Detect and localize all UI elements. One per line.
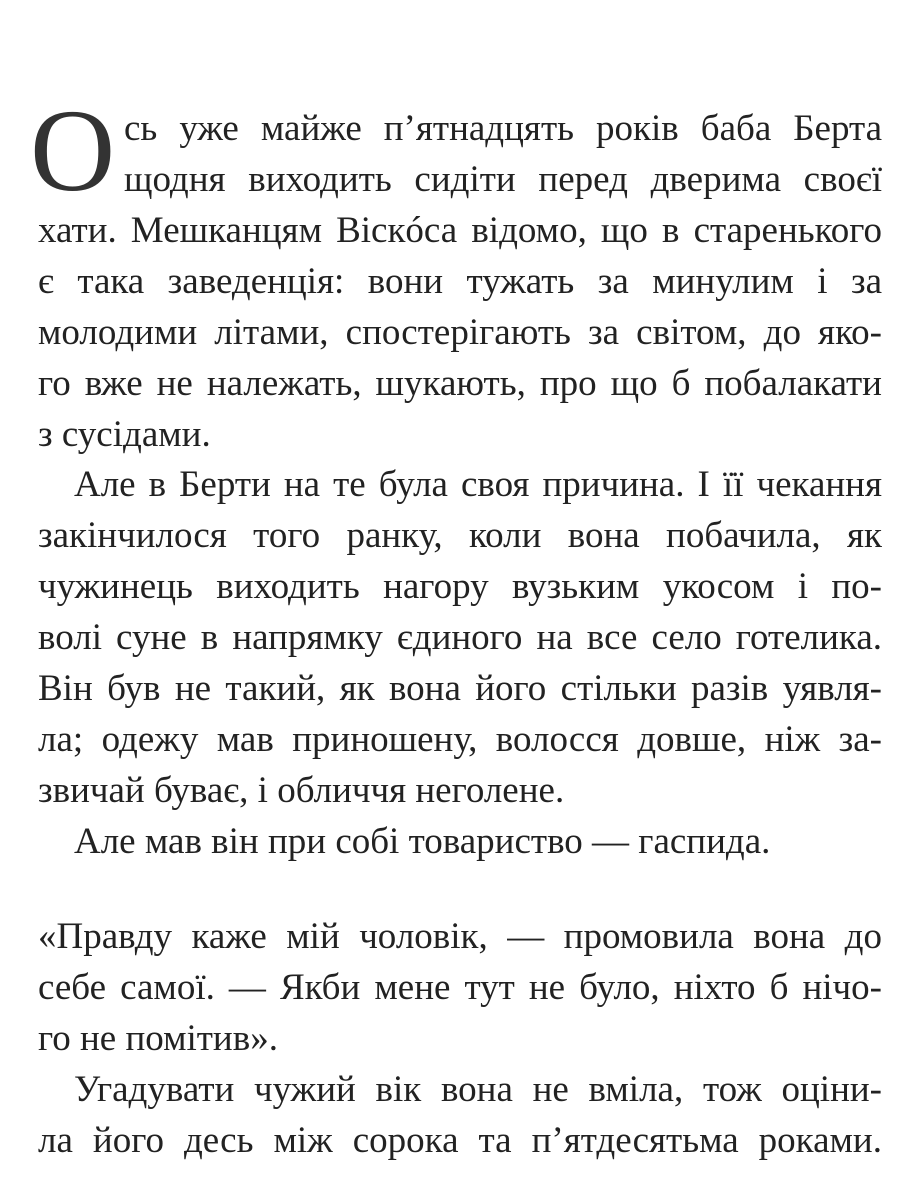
text-line-1: сь уже майже п’ятнадцять років баба Берта bbox=[124, 108, 882, 149]
text-line-3: хати. Мешканцям Віскóса відомо, що в старенького bbox=[38, 210, 882, 251]
text-line-20: ла його десь між сорока та п’ятдесятьма роками. bbox=[38, 1120, 882, 1161]
text-line-9: закінчилося того ранку, коли вона побачила, як bbox=[38, 515, 882, 556]
text-line-18: го не помітив». bbox=[38, 1018, 278, 1059]
text-line-4: є така заведенція: вони тужать за минулим і за bbox=[38, 261, 882, 302]
text-line-16: «Правду каже мій чоловік, — промовила вона до bbox=[38, 916, 882, 957]
text-line-10: чужинець виходить нагору вузьким укосом і по- bbox=[38, 566, 882, 607]
text-line-17: себе самої. — Якби мене тут не було, ніхто б нічо- bbox=[38, 967, 882, 1008]
drop-cap: О bbox=[30, 85, 116, 216]
text-line-6: го вже не належать, шукають, про що б побалакати bbox=[38, 363, 882, 404]
text-line-15: Але мав він при собі товариство — гаспида. bbox=[74, 821, 771, 862]
text-line-13: ла; одежу мав приношену, волосся довше, ніж за- bbox=[38, 719, 882, 760]
text-line-11: волі суне в напрямку єдиного на все село готелика. bbox=[38, 617, 882, 658]
text-line-8: Але в Берти на те була своя причина. І її чекання bbox=[74, 464, 882, 505]
text-line-5: молодими літами, спостерігають за світом, до яко- bbox=[38, 312, 882, 353]
text-line-7: з сусідами. bbox=[38, 414, 211, 455]
text-line-14: звичай буває, і обличчя неголене. bbox=[38, 770, 565, 811]
text-line-2: щодня виходить сидіти перед дверима своєї bbox=[124, 159, 882, 200]
text-line-19: Угадувати чужий вік вона не вміла, тож оціни- bbox=[74, 1069, 882, 1110]
text-line-12: Він був не такий, як вона його стільки разів уявля- bbox=[38, 668, 882, 709]
